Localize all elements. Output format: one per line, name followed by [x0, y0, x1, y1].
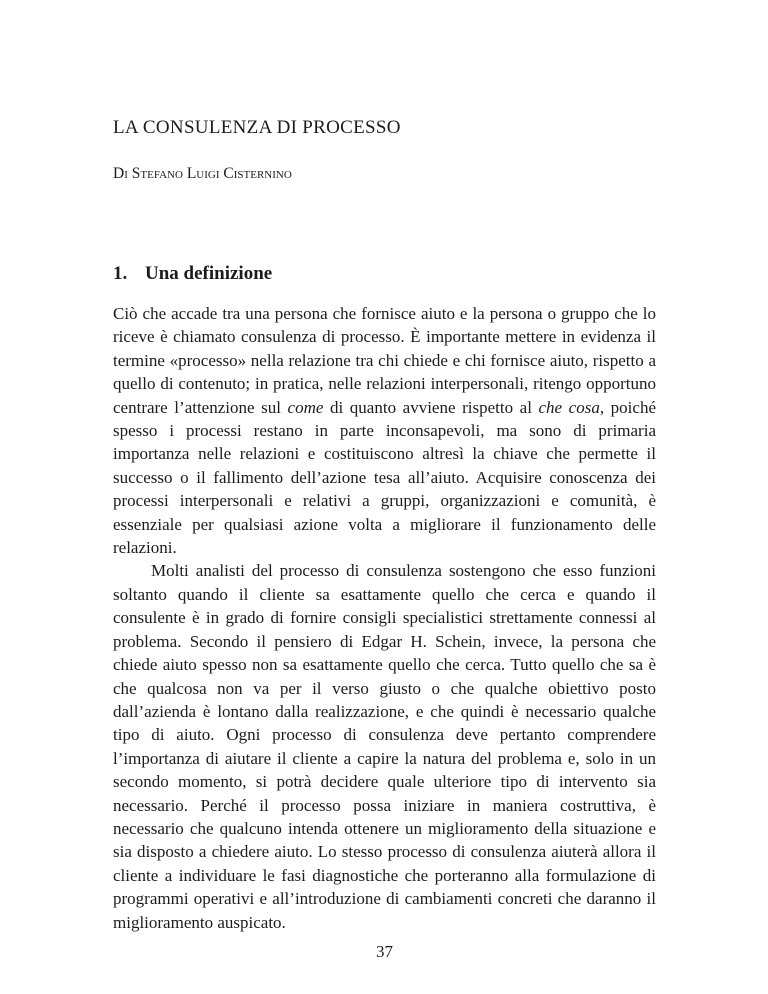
- chapter-title: LA CONSULENZA DI PROCESSO: [113, 117, 401, 138]
- paragraph-1: Ciò che accade tra una persona che fornisce aiuto e la persona o gruppo che lo riceve è chiamato consulenza di processo. È importante mettere in evidenza il termine «processo» nella relazione tra chi chiede e chi fornisce aiuto, rispetto a quello di contenuto; in pratica, nelle relazioni interpersonali, ritengo opportuno centrare l’attenzione sul come di quanto avviene rispetto al che cosa, poiché spesso i processi restano in parte inconsapevoli, ma sono di primaria importanza nelle relazioni e costituiscono altresì la chiave che permette il successo o il fallimento dell’azione tesa all’aiuto. Acquisire conoscenza dei processi interpersonali e relativi a gruppi, organizzazioni e comunità, è essenziale per qualsiasi azione volta a migliorare il funzionamento delle relazioni.: [113, 304, 656, 558]
- page-number: 37: [376, 942, 393, 961]
- emphasis-che-cosa: che cosa: [538, 397, 600, 417]
- author-prefix: Di: [113, 165, 128, 182]
- section-heading: [113, 263, 272, 285]
- paragraph-2: Molti analisti del processo di consulenza sostengono che esso funzioni soltanto quando il cliente sa esattamente quello che cerca e quando il consulente è in grado di fornire consigli specialistici strettamente connessi al problema. Secondo il pensiero di Edgar H. Schein, invece, la persona che chiede aiuto spesso non sa esattamente quello che cerca. Tutto quello che sa è che qualcosa non va per il verso giusto o che qualche obiettivo posto dall’azienda è lontano dalla realizzazione, e che quindi è necessario qualche tipo di aiuto. Ogni processo di consulenza deve pertanto comprendere l’importanza di aiutare il cliente a capire la natura del problema e, solo in un secondo momento, si potrà decidere quale ulteriore tipo di intervento sia necessario. Perché il processo possa iniziare in maniera costruttiva, è necessario che qualcuno intenda ottenere un miglioramento della situazione e sia disposto a chiedere aiuto. Lo stesso processo di consulenza aiuterà allora il cliente a individuare le fasi diagnostiche che porteranno alla formulazione di programmi operativi e all’introduzione di cambiamenti concreti che daranno il miglioramento auspicato.: [113, 561, 656, 932]
- section-title: Una definizione: [145, 263, 273, 284]
- author-last-name: Cisternino: [223, 165, 292, 182]
- author-middle-name: Luigi: [186, 165, 220, 182]
- emphasis-come: come: [287, 397, 324, 417]
- book-page: [113, 0, 656, 994]
- body-text: [113, 302, 656, 934]
- author-first-name: Stefano: [131, 165, 183, 182]
- author-byline: [113, 165, 292, 183]
- section-number: 1.: [113, 263, 128, 284]
